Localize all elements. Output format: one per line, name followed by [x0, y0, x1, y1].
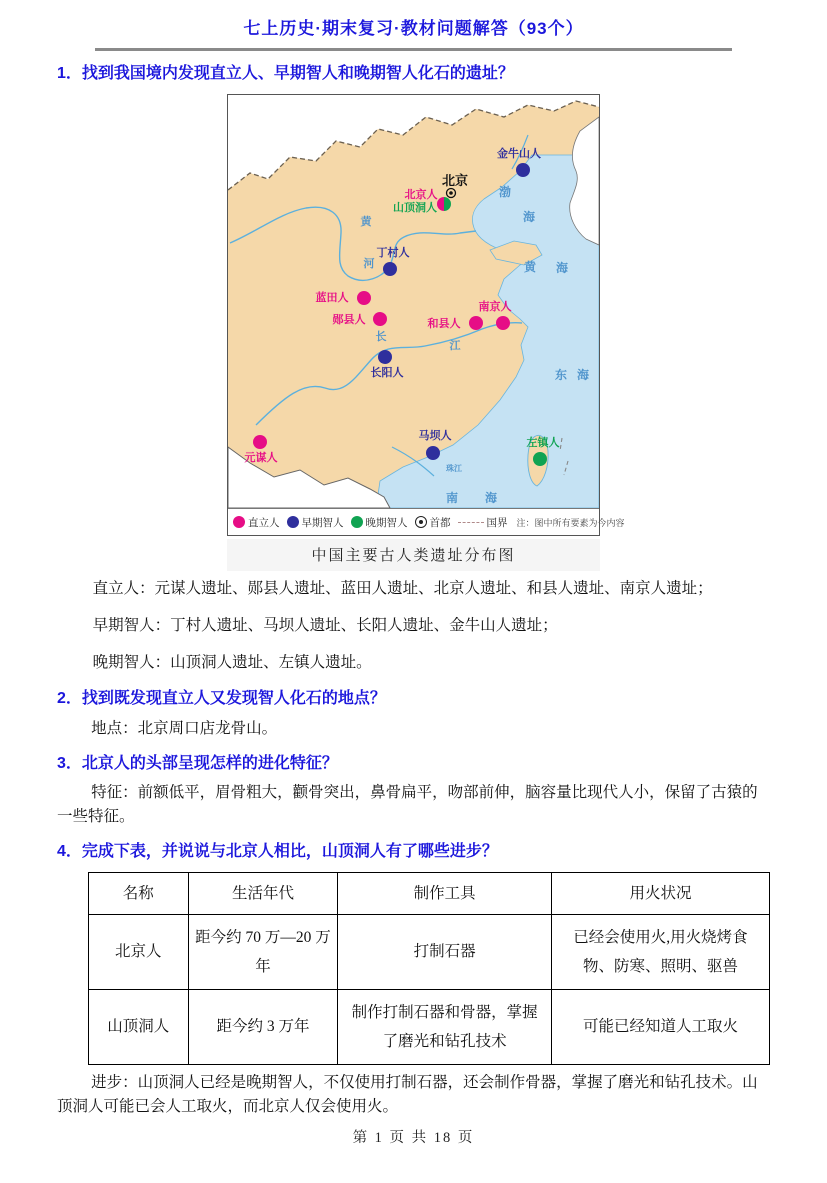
water-label: 江 — [449, 340, 461, 353]
table-cell: 距今约 3 万年 — [188, 990, 338, 1065]
legend-item-首都 — [415, 515, 451, 530]
table-header-cell: 用火状况 — [551, 872, 769, 914]
site-dot-丁村人 — [383, 262, 397, 276]
site-dot-和县人 — [469, 316, 483, 330]
page-title: 七上历史·期末复习·教材问题解答（93个） — [243, 19, 584, 38]
question-4-answer: 进步：山顶洞人已经是晚期智人，不仅使用打制石器，还会制作骨器，掌握了磨光和钻孔技术。山顶洞人可能已会人工取火，而北京人仅会使用火。 — [57, 1074, 758, 1116]
question-3-answer: 特征：前额低平，眉骨粗大，颧骨突出，鼻骨扁平，吻部前伸，脑容量比现代人小，保留了古猿的一些特征。 — [57, 784, 758, 826]
site-label: 丁村人 — [376, 247, 410, 260]
site-label: 长阳人 — [370, 367, 404, 380]
map-frame — [227, 94, 625, 536]
question-1-heading: 1．找到我国境内发现直立人、早期智人和晚期智人化石的遗址？ — [57, 65, 514, 82]
table-cell: 距今约 70 万—20 万年 — [188, 915, 338, 990]
table-cell: 北京人 — [89, 915, 189, 990]
legend-item-晚期智人 — [351, 515, 408, 530]
answer-line: 早期智人：丁村人遗址、马坝人遗址、长阳人遗址、金牛山人遗址； — [92, 617, 558, 635]
site-dot-左镇人 — [533, 452, 547, 466]
dot-legend-icon — [233, 516, 245, 528]
legend-label: 晚期智人 — [365, 516, 408, 529]
china-map-image — [228, 95, 599, 508]
page-number: 第 1 页 共 18 页 — [352, 1130, 475, 1146]
legend-item-直立人 — [233, 515, 280, 530]
site-label: 山顶洞人 — [393, 202, 437, 215]
water-label: 渤 — [498, 185, 512, 200]
answer-line: 晚期智人：山顶洞人遗址、左镇人遗址。 — [92, 654, 372, 672]
dot-legend-icon — [287, 516, 299, 528]
site-label: 郧县人 — [332, 314, 366, 327]
question-1-answers — [57, 577, 770, 675]
table-row — [89, 915, 770, 990]
site-label: 北京人 — [404, 189, 438, 202]
water-label: 海 — [522, 210, 536, 225]
table-cell: 制作打制石器和骨器，掌握了磨光和钻孔技术 — [338, 990, 552, 1065]
water-label: 海 — [576, 368, 590, 383]
table-header-cell: 生活年代 — [188, 872, 338, 914]
ancient-sites-map — [227, 94, 625, 571]
map-legend — [228, 508, 625, 535]
site-dot-南京人 — [496, 316, 510, 330]
capital-icon-center — [449, 192, 453, 196]
site-dot-长阳人 — [378, 350, 392, 364]
site-label: 元谋人 — [244, 452, 278, 465]
site-label: 金牛山人 — [497, 148, 541, 161]
answer-line: 直立人：元谋人遗址、郧县人遗址、蓝田人遗址、北京人遗址、和县人遗址、南京人遗址； — [92, 580, 713, 598]
table-cell: 可能已经知道人工取火 — [551, 990, 769, 1065]
site-label: 左镇人 — [526, 437, 560, 450]
capital-legend-icon — [415, 516, 427, 528]
water-label: 长 — [375, 331, 387, 344]
map-caption: 中国主要古人类遗址分布图 — [227, 539, 600, 571]
water-label: 东 — [554, 368, 568, 383]
question-2-heading: 2．找到既发现直立人又发现智人化石的地点？ — [57, 690, 386, 708]
question-3-heading: 3．北京人的头部呈现怎样的进化特征？ — [57, 754, 338, 772]
water-label: 黄 — [360, 216, 372, 229]
table-cell: 打制石器 — [338, 915, 552, 990]
dot-legend-icon — [351, 516, 363, 528]
water-label: 海 — [484, 491, 498, 506]
site-dot-蓝田人 — [357, 291, 371, 305]
table-header-cell: 名称 — [89, 872, 189, 914]
water-label: 珠江 — [446, 464, 462, 474]
water-label: 南 — [445, 491, 459, 506]
table-header-cell: 制作工具 — [338, 872, 552, 914]
header-divider — [95, 48, 732, 51]
document-page — [0, 14, 827, 1119]
site-label: 蓝田人 — [315, 292, 349, 305]
legend-label: 早期智人 — [301, 516, 344, 529]
question-4-heading: 4．完成下表，并说说与北京人相比，山顶洞人有了哪些进步？ — [57, 843, 498, 861]
water-label: 黄 — [523, 260, 537, 275]
comparison-table — [88, 872, 770, 1065]
legend-note: 注：图中所有要素为今内容 — [516, 517, 625, 528]
table-cell: 山顶洞人 — [89, 990, 189, 1065]
site-label: 南京人 — [478, 301, 512, 314]
site-dot-金牛山人 — [516, 163, 530, 177]
legend-item-国界 — [458, 515, 508, 530]
legend-item-早期智人 — [287, 515, 344, 530]
site-label: 马坝人 — [418, 430, 452, 443]
legend-label: 国界 — [486, 516, 508, 529]
site-label: 和县人 — [427, 318, 461, 331]
capital-label: 北京 — [441, 173, 469, 189]
site-dot-元谋人 — [253, 435, 267, 449]
legend-label: 直立人 — [248, 516, 280, 529]
site-dot-马坝人 — [426, 446, 440, 460]
site-dot-郧县人 — [373, 312, 387, 326]
water-label: 海 — [555, 261, 569, 276]
table-cell: 已经会使用火,用火烧烤食物、防寒、照明、驱兽 — [551, 915, 769, 990]
question-2-answer: 地点：北京周口店龙骨山。 — [91, 719, 278, 737]
water-label: 河 — [363, 258, 375, 271]
border-legend-icon — [458, 522, 484, 523]
table-row — [89, 990, 770, 1065]
legend-label: 首都 — [429, 516, 451, 529]
